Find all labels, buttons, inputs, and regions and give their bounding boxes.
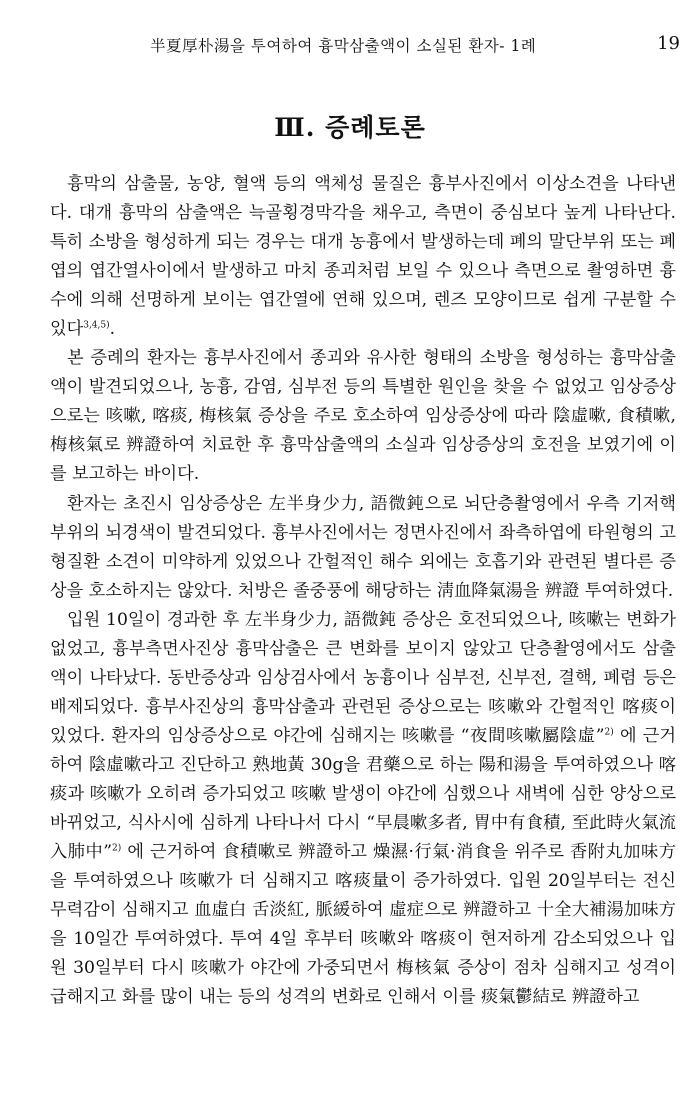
paragraph-2: 본 증례의 환자는 흉부사진에서 종괴와 유사한 형태의 소방을 형성하는 흉막삼출액이 발견되었으나, 농흉, 감염, 심부전 등의 특별한 원인을 찾을 수 없었고 임상증상으로는 咳嗽, 喀痰, 梅核氣 증상을 주로 호소하여 임상증상에 따라 陰虛嗽, 食積嗽, 梅核氣로 辨證하여 치료한 후 흉막삼출액의 소실과 임상증상의 호전을 보였기에 이를 보고하는 바이다. <box>50 348 676 485</box>
body-text <box>50 170 676 1012</box>
section-title: Ⅲ. 증례토론 <box>274 113 426 142</box>
citation-ref: 2) <box>112 843 122 854</box>
citation-ref: 2) <box>604 727 614 738</box>
running-head: 半夏厚朴湯을 투여하여 흉막삼출액이 소실된 환자- 1례 <box>150 37 537 55</box>
paragraph-1: 흉막의 삼출물, 농양, 혈액 등의 액체성 물질은 흉부사진에서 이상소견을 나타낸다. 대개 흉막의 삼출액은 늑골횡경막각을 채우고, 측면이 중심보다 높게 나타난다. 특히 소방을 형성하게 되는 경우는 대개 농흉에서 발생하는데 폐의 말단부위 또는 폐엽의 엽간열사이에서 발생하고 마치 종괴처럼 보일 수 있으나 측면으로 촬영하면 흉수에 의해 선명하게 보이는 엽간열에 연해 있으며, 렌즈 모양이므로 쉽게 구분할 수 있다$^{3,4,5)}$. <box>50 174 676 340</box>
citation-ref: 3,4,5) <box>83 320 110 331</box>
page-number: 19 <box>657 33 680 54</box>
paragraph-3: 환자는 초진시 임상증상은 左半身少力, 語微鈍으로 뇌단층촬영에서 우측 기저핵 부위의 뇌경색이 발견되었다. 흉부사진에서는 정면사진에서 좌측하엽에 타원형의 고형질환 소견이 미약하게 있었으나 간헐적인 해수 외에는 호흡기와 관련된 별다른 증상을 호소하지는 않았다. 처방은 졸중풍에 해당하는 淸血降氣湯을 辨證 투여하였다. <box>50 493 676 601</box>
paragraph-4: 입원 10일이 경과한 후 左半身少力, 語微鈍 증상은 호전되었으나, 咳嗽는 변화가 없었고, 흉부측면사진상 흉막삼출은 큰 변화를 보이지 않았고 단층촬영에서도 삼출액이 나타났다. 동반증상과 임상검사에서 농흉이나 심부전, 신부전, 결핵, 폐렴 등은 배제되었다. 흉부사진상의 흉막삼출과 관련된 증상으로는 咳嗽와 간헐적인 喀痰이 있었다. 환자의 임상증상으로 야간에 심해지는 咳嗽를 “夜間咳嗽屬陰虛”$^{2)}$ 에 근거하여 陰虛嗽라고 진단하고 熟地黃 30g을 君藥으로 하는 陽和湯을 투여하였으나 喀痰과 咳嗽가 오히려 증가되었고 咳嗽 발생이 야간에 심했으나 새벽에 심한 양상으로 바뀌었고, 식사시에 심하게 나타나서 다시 “早晨嗽多者, 胃中有食積, 至此時火氣流入肺中”$^{2)}$ 에 근거하여 食積嗽로 辨證하고 燥濕·行氣·消食을 위주로 香附丸加味方을 투여하였으나 咳嗽가 더 심해지고 喀痰量이 증가하였다. 입원 20일부터는 전신무력감이 심해지고 血虛白 舌淡紅, 脈緩하여 虛症으로 辨證하고 十全大補湯加味方을 10일간 투여하였다. 투여 4일 후부터 咳嗽와 喀痰이 현저하게 감소되었으나 입원 30일부터 다시 咳嗽가 야간에 가중되면서 梅核氣 증상이 점차 심해지고 성격이 급해지고 화를 많이 내는 등의 성격의 변화로 인해서 이를 痰氣鬱結로 辨證하고 <box>50 609 676 1008</box>
